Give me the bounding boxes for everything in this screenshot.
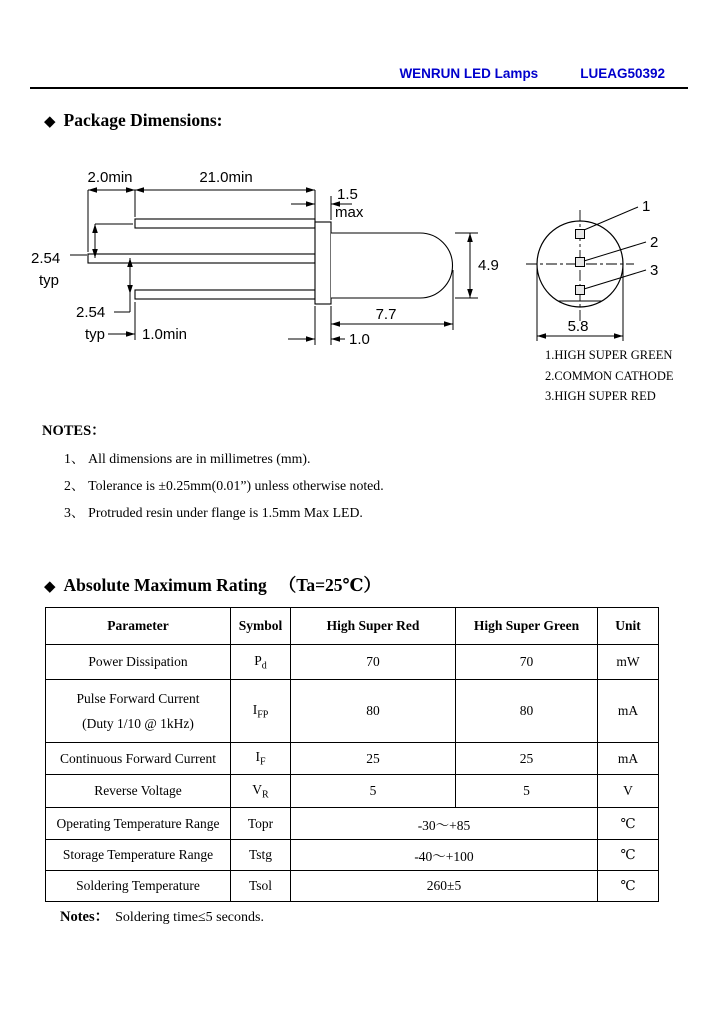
col-header-high-super-red: High Super Red	[291, 608, 456, 645]
legend-pin2: 2.COMMON CATHODE	[545, 369, 674, 383]
notes-section	[42, 419, 384, 521]
unit-cell: ℃	[598, 871, 659, 902]
table-row-operating-temperature	[46, 808, 659, 840]
note-item-1: 1、 All dimensions are in millimetres (mm).	[64, 451, 311, 466]
dim-pitch-bottom-label: 2.54	[76, 304, 106, 321]
param-line2: (Duty 1/10 @ 1kHz)	[82, 715, 194, 731]
dim-pitch-top-typ: typ	[39, 272, 60, 289]
symbol-cell: $I_F$	[231, 743, 291, 775]
unit-cell: V	[598, 775, 659, 808]
lead-middle	[88, 254, 315, 263]
dim-standoff-label: 1.0min	[142, 326, 188, 343]
lead-top	[135, 219, 315, 228]
table-row-continuous-forward-current	[46, 743, 659, 775]
dim-lead-length-label: 21.0min	[199, 169, 253, 186]
unit-cell: ℃	[598, 840, 659, 871]
header-product-name: WENRUN LED Lamps	[399, 66, 539, 81]
amr-condition: （Ta=25℃）	[278, 575, 382, 595]
table-header-row	[46, 608, 659, 645]
package-dimensions-title: Package Dimensions:	[63, 110, 223, 130]
pin3-label: 3	[650, 262, 659, 279]
dim-flange-protrude-max: max	[335, 204, 364, 221]
pin1-label: 1	[642, 198, 651, 215]
pin2-label: 2	[650, 234, 659, 251]
pin3-pad	[576, 286, 585, 295]
col-header-symbol: Symbol	[231, 608, 291, 645]
table-row-storage-temperature	[46, 840, 659, 871]
param-cell: Power Dissipation	[46, 645, 231, 680]
span-value-cell: -30～+85	[291, 808, 598, 840]
note-item-3: 3、 Protruded resin under flange is 1.5mm Max LED.	[64, 505, 363, 520]
symbol-cell: $V_R$	[231, 775, 291, 808]
package-dimensions-heading	[44, 110, 223, 131]
led-package-drawing	[30, 162, 720, 410]
note-item-2: 2、 Tolerance is ±0.25mm(0.01”) unless otherwise noted.	[64, 478, 384, 493]
dim-pitch-top-label: 2.54	[31, 250, 61, 267]
pin1-leader	[584, 207, 638, 230]
symbol-cell: Tsol	[231, 871, 291, 902]
page-header	[399, 66, 665, 81]
col-header-high-super-green: High Super Green	[456, 608, 598, 645]
col-header-parameter: Parameter	[46, 608, 231, 645]
red-value-cell: 70	[291, 645, 456, 680]
legend-pin3: 3.HIGH SUPER RED	[545, 389, 656, 403]
unit-cell: ℃	[598, 808, 659, 840]
absolute-maximum-rating-table	[45, 607, 659, 902]
span-value-cell: -40～+100	[291, 840, 598, 871]
dim-body-dia-label: 4.9	[478, 257, 499, 274]
footnote-text: Soldering time≤5 seconds.	[115, 910, 264, 925]
param-cell: Storage Temperature Range	[46, 840, 231, 871]
pin2-pad	[576, 258, 585, 267]
red-value-cell: 5	[291, 775, 456, 808]
green-value-cell: 25	[456, 743, 598, 775]
symbol-cell: Tstg	[231, 840, 291, 871]
dim-flange-thickness-label: 1.0	[349, 331, 370, 348]
table-row-pulse-forward-current	[46, 680, 659, 743]
red-value-cell: 80	[291, 680, 456, 743]
notes-label: NOTES：	[42, 423, 106, 439]
dim-body-length-label: 7.7	[375, 306, 397, 323]
span-value-cell: 260±5	[291, 871, 598, 902]
param-cell: Continuous Forward Current	[46, 743, 231, 775]
header-part-number: LUEAG50392	[580, 66, 665, 81]
green-value-cell: 70	[456, 645, 598, 680]
led-side-view	[88, 219, 453, 304]
table-footnote	[60, 905, 264, 926]
amr-title: Absolute Maximum Rating	[63, 575, 267, 595]
symbol-cell: $P_d$	[231, 645, 291, 680]
col-header-unit: Unit	[598, 608, 659, 645]
table-row-reverse-voltage	[46, 775, 659, 808]
green-value-cell: 80	[456, 680, 598, 743]
red-value-cell: 25	[291, 743, 456, 775]
dim-flange-protrude-label: 1.5	[337, 186, 358, 203]
table-row-power-dissipation	[46, 645, 659, 680]
footnote-label: Notes：	[60, 909, 110, 925]
param-cell: Soldering Temperature	[46, 871, 231, 902]
flange	[315, 222, 331, 304]
dim-lead-extra-label: 2.0min	[87, 169, 133, 186]
param-cell	[46, 680, 231, 743]
diamond-bullet-icon: ◆	[44, 114, 56, 130]
unit-cell: mA	[598, 743, 659, 775]
header-rule	[30, 87, 688, 89]
symbol-cell: $I_{FP}$	[231, 680, 291, 743]
absolute-maximum-rating-heading	[44, 572, 381, 597]
param-cell: Operating Temperature Range	[46, 808, 231, 840]
lead-bottom	[135, 290, 315, 299]
param-cell: Reverse Voltage	[46, 775, 231, 808]
pin1-pad	[576, 230, 585, 239]
diamond-bullet-icon: ◆	[44, 579, 56, 595]
unit-cell: mA	[598, 680, 659, 743]
symbol-cell: Topr	[231, 808, 291, 840]
green-value-cell: 5	[456, 775, 598, 808]
table-row-soldering-temperature	[46, 871, 659, 902]
dim-pitch-bottom-typ: typ	[85, 326, 106, 343]
dim-flange-dia-label: 5.8	[567, 318, 589, 335]
unit-cell: mW	[598, 645, 659, 680]
epoxy-dome	[331, 233, 453, 298]
param-line1: Pulse Forward Current	[76, 690, 200, 706]
legend-pin1: 1.HIGH SUPER GREEN	[545, 348, 673, 362]
